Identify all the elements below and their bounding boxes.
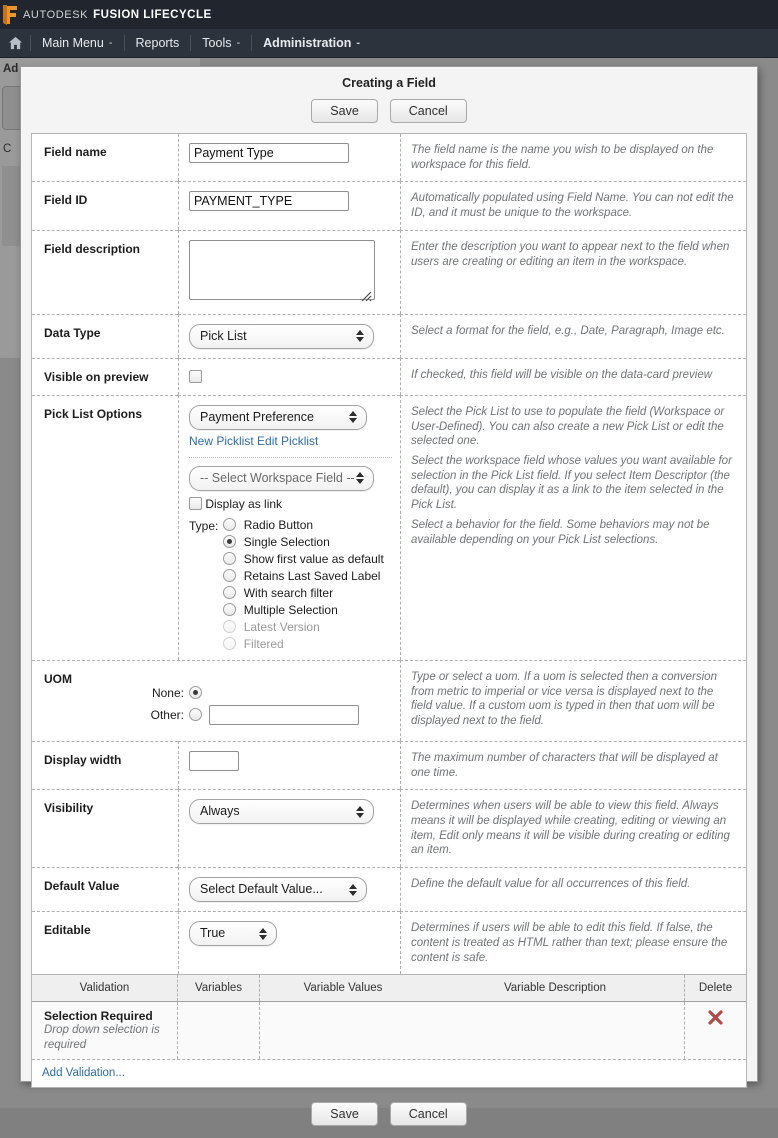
nav-item-administration-label: Administration bbox=[263, 36, 352, 50]
type-radio-filtered bbox=[223, 637, 236, 650]
chevron-updown-icon bbox=[356, 472, 364, 484]
uom-help-text: Type or select a uom. If a uom is selected then a conversion from metric to imperial or vice versa is displayed next to the field value. If a custom uom is typed in then that uom will be displayed next to the field. bbox=[411, 670, 717, 728]
field-id-input[interactable] bbox=[189, 191, 349, 211]
type-option-radio-button[interactable] bbox=[223, 518, 383, 532]
validation-cell bbox=[32, 1002, 178, 1059]
creating-a-field-dialog bbox=[20, 66, 758, 1122]
display-as-link-checkbox[interactable] bbox=[189, 497, 202, 510]
pick-list-options-label: Pick List Options bbox=[32, 395, 178, 660]
visibility-control bbox=[178, 789, 400, 867]
workspace-field-selected-value: -- Select Workspace Field -- bbox=[200, 470, 355, 485]
editable-label: Editable bbox=[32, 911, 178, 974]
visibility-help bbox=[400, 789, 746, 867]
type-radio-single-selection[interactable] bbox=[223, 535, 236, 548]
type-option-latest-version-label: Latest Version bbox=[243, 619, 320, 634]
visible-on-preview-control bbox=[178, 358, 400, 395]
type-option-retains-last-saved-label[interactable] bbox=[223, 569, 383, 583]
dialog-top-actions bbox=[21, 99, 757, 133]
variables-cell bbox=[178, 1002, 260, 1059]
type-options-block bbox=[189, 518, 392, 651]
uom-other-label: Other: bbox=[150, 707, 184, 722]
form-row-pick-list-options bbox=[32, 395, 746, 660]
field-id-label: Field ID bbox=[32, 181, 178, 229]
brand-bar bbox=[0, 0, 778, 29]
background-admin-text: Ad bbox=[3, 63, 19, 75]
pick-list-options-help-text-3: Select a behavior for the field. Some behaviors may not be available depending on your Pick List selections. bbox=[411, 518, 710, 546]
uom-radio-rows bbox=[140, 686, 400, 725]
picklist-select[interactable] bbox=[189, 405, 367, 430]
column-header-delete: Delete bbox=[684, 975, 746, 1001]
dialog-footer bbox=[21, 1088, 757, 1138]
data-type-selected-value: Pick List bbox=[200, 328, 247, 343]
visibility-select[interactable] bbox=[189, 799, 374, 824]
visible-on-preview-help-text: If checked, this field will be visible on the data-card preview bbox=[411, 368, 713, 381]
dialog-header bbox=[21, 67, 757, 133]
form-row-visible-on-preview bbox=[32, 358, 746, 395]
save-button-top[interactable]: Save bbox=[311, 99, 378, 123]
form-row-uom bbox=[32, 660, 746, 741]
type-option-show-first-value-as-default-label: Show first value as default bbox=[243, 551, 384, 566]
uom-none-label: None: bbox=[151, 685, 184, 700]
display-width-label: Display width bbox=[32, 741, 178, 789]
default-value-control bbox=[178, 867, 400, 911]
pick-list-options-help bbox=[400, 395, 746, 660]
validation-description: Drop down selection is required bbox=[44, 1024, 160, 1051]
type-option-multiple-selection[interactable] bbox=[223, 603, 383, 617]
display-as-link-label: Display as link bbox=[205, 496, 283, 511]
type-radio-with-search-filter[interactable] bbox=[223, 586, 236, 599]
nav-item-administration-caret: - bbox=[356, 37, 361, 49]
workspace-field-block bbox=[189, 457, 392, 511]
type-option-multiple-selection-label: Multiple Selection bbox=[243, 602, 338, 617]
form-row-field-description bbox=[32, 230, 746, 314]
nav-item-tools-label: Tools bbox=[202, 36, 232, 50]
background-create-text: C bbox=[3, 143, 12, 155]
visibility-help-text: Determines when users will be able to view this field. Always means it will be displayed while creating, editing or viewing an item, Edit only means it will be visible during creating or editing an item. bbox=[411, 800, 730, 857]
field-settings-form bbox=[31, 133, 747, 975]
visibility-selected-value: Always bbox=[200, 804, 240, 819]
save-button-bottom[interactable]: Save bbox=[311, 1102, 378, 1126]
chevron-updown-icon bbox=[349, 411, 357, 423]
add-validation-link[interactable]: Add Validation... bbox=[32, 1060, 746, 1087]
field-id-help-text: Automatically populated using Field Name. You can not edit the ID, and it must be unique to the workspace. bbox=[411, 192, 734, 220]
nav-item-main-menu-label: Main Menu bbox=[42, 36, 104, 50]
form-row-default-value bbox=[32, 867, 746, 911]
type-radio-group bbox=[223, 518, 383, 651]
chevron-updown-icon bbox=[349, 884, 357, 896]
brand-product: FUSION LIFECYCLE bbox=[93, 8, 212, 21]
dialog-title: Creating a Field bbox=[342, 76, 436, 90]
column-header-variable-values: Variable Values bbox=[303, 982, 383, 995]
data-type-help bbox=[400, 314, 746, 358]
form-row-data-type bbox=[32, 314, 746, 358]
uom-section bbox=[32, 660, 400, 741]
field-id-control bbox=[178, 181, 400, 229]
nav-item-main-menu-caret: - bbox=[108, 37, 113, 49]
nav-item-tools-caret: - bbox=[236, 37, 241, 49]
default-value-selected-value: Select Default Value... bbox=[200, 882, 323, 897]
type-option-radio-button-label: Radio Button bbox=[243, 517, 314, 532]
field-description-control bbox=[178, 230, 400, 314]
default-value-help bbox=[400, 867, 746, 911]
default-value-label: Default Value bbox=[32, 867, 178, 911]
uom-none-radio[interactable] bbox=[189, 686, 202, 699]
uom-other-row bbox=[140, 705, 400, 725]
type-label: Type: bbox=[189, 518, 219, 533]
display-width-control bbox=[178, 741, 400, 789]
form-row-editable bbox=[32, 911, 746, 974]
validation-table-header bbox=[32, 975, 746, 1002]
type-option-retains-last-saved-label-label: Retains Last Saved Label bbox=[243, 568, 381, 583]
nav-item-administration[interactable] bbox=[252, 29, 371, 57]
type-option-filtered-label: Filtered bbox=[243, 636, 284, 651]
chevron-updown-icon bbox=[356, 806, 364, 818]
visible-on-preview-checkbox[interactable] bbox=[189, 370, 202, 383]
fusion-f-logo-icon bbox=[0, 0, 22, 29]
editable-control bbox=[178, 911, 400, 974]
uom-other-input[interactable] bbox=[209, 705, 359, 725]
data-type-select[interactable] bbox=[189, 324, 374, 349]
column-header-variables: Variables bbox=[178, 975, 260, 1001]
edit-picklist-link[interactable]: Edit Picklist bbox=[257, 433, 319, 448]
type-option-with-search-filter[interactable] bbox=[223, 586, 383, 600]
data-type-label: Data Type bbox=[32, 314, 178, 358]
main-navbar bbox=[0, 29, 778, 58]
variable-values-cell bbox=[260, 1002, 426, 1059]
type-radio-show-first-value-as-default[interactable] bbox=[223, 552, 236, 565]
type-radio-multiple-selection[interactable] bbox=[223, 603, 236, 616]
home-icon[interactable] bbox=[0, 29, 30, 57]
brand-company: AUTODESK bbox=[23, 8, 89, 21]
workspace-field-select[interactable] bbox=[189, 466, 374, 491]
validation-table bbox=[31, 975, 747, 1088]
chevron-updown-icon bbox=[259, 928, 267, 940]
type-option-show-first-value-as-default[interactable] bbox=[223, 552, 383, 566]
display-width-help-text: The maximum number of characters that will be displayed at one time. bbox=[411, 751, 718, 779]
nav-item-main-menu[interactable] bbox=[31, 29, 124, 57]
type-radio-radio-button[interactable] bbox=[223, 518, 236, 531]
editable-select[interactable] bbox=[189, 921, 277, 946]
field-name-label: Field name bbox=[44, 145, 107, 159]
column-header-validation: Validation bbox=[32, 975, 178, 1001]
table-row bbox=[32, 1002, 746, 1060]
uom-label: UOM bbox=[44, 671, 72, 686]
type-option-with-search-filter-label: With search filter bbox=[243, 585, 334, 600]
default-value-help-text: Define the default value for all occurrences of this field. bbox=[411, 878, 691, 891]
pick-list-options-help-text-2: Select the workspace field whose values you want available for selection in the Pick List field. If you select Item Descriptor (the default), you can display it as a link to the item selected in the Pick List. bbox=[411, 455, 732, 512]
form-row-field-id bbox=[32, 181, 746, 229]
type-option-latest-version bbox=[223, 620, 383, 634]
field-name-help bbox=[400, 134, 746, 181]
type-option-filtered bbox=[223, 637, 383, 651]
visible-on-preview-help bbox=[400, 358, 746, 395]
delete-x-icon[interactable] bbox=[684, 1002, 746, 1059]
cancel-button-bottom[interactable]: Cancel bbox=[390, 1102, 467, 1126]
field-id-help bbox=[400, 181, 746, 229]
new-picklist-link[interactable]: New Picklist bbox=[189, 433, 254, 448]
field-description-wrapper bbox=[189, 240, 375, 305]
field-description-label: Field description bbox=[32, 230, 178, 314]
pick-list-options-help-text-1: Select the Pick List to use to populate the field (Workspace or User-Defined). You can also create a new Pick List or edit the selected one. bbox=[411, 405, 725, 448]
uom-help bbox=[400, 660, 746, 741]
validation-name: Selection Required bbox=[44, 1009, 153, 1024]
field-description-textarea[interactable] bbox=[189, 240, 375, 300]
uom-other-radio[interactable] bbox=[189, 708, 202, 721]
type-option-single-selection-label: Single Selection bbox=[243, 534, 330, 549]
picklist-links bbox=[189, 434, 392, 448]
display-width-input[interactable] bbox=[189, 751, 239, 771]
form-row-field-name bbox=[32, 134, 746, 181]
dialog-bottom-actions bbox=[21, 1102, 757, 1126]
editable-selected-value: True bbox=[200, 926, 226, 941]
field-name-control bbox=[178, 134, 400, 181]
visibility-label: Visibility bbox=[32, 789, 178, 867]
visible-on-preview-label: Visible on preview bbox=[32, 358, 178, 395]
pick-list-options-control bbox=[178, 395, 400, 660]
type-radio-latest-version bbox=[223, 620, 236, 633]
editable-help bbox=[400, 911, 746, 974]
field-description-help-text: Enter the description you want to appear next to the field when users are creating or editing an item in the workspace. bbox=[411, 240, 730, 268]
field-name-help-text: The field name is the name you wish to be displayed on the workspace for this field. bbox=[411, 144, 714, 171]
cancel-button-top[interactable]: Cancel bbox=[390, 99, 467, 123]
default-value-select[interactable] bbox=[189, 877, 367, 902]
data-type-help-text: Select a format for the field, e.g., Date, Paragraph, Image etc. bbox=[411, 324, 725, 337]
type-radio-retains-last-saved-label[interactable] bbox=[223, 569, 236, 582]
type-option-single-selection[interactable] bbox=[223, 535, 383, 549]
chevron-updown-icon bbox=[356, 330, 364, 342]
uom-none-row bbox=[140, 686, 400, 700]
display-width-help bbox=[400, 741, 746, 789]
form-row-display-width bbox=[32, 741, 746, 789]
variable-description-cell bbox=[426, 1002, 684, 1059]
form-row-visibility bbox=[32, 789, 746, 867]
nav-item-tools[interactable] bbox=[191, 29, 251, 57]
nav-item-reports-label: Reports bbox=[135, 36, 180, 50]
field-description-help bbox=[400, 230, 746, 314]
nav-item-reports[interactable] bbox=[125, 29, 191, 57]
picklist-selected-value: Payment Preference bbox=[200, 409, 314, 424]
data-type-control bbox=[178, 314, 400, 358]
field-name-input[interactable] bbox=[189, 143, 349, 163]
column-header-variable-description: Variable Description bbox=[503, 982, 607, 995]
display-as-link-row bbox=[189, 497, 392, 511]
editable-help-text: Determines if users will be able to edit this field. If false, the content is treated as HTML rather than text; please ensure the content is safe. bbox=[411, 922, 728, 964]
